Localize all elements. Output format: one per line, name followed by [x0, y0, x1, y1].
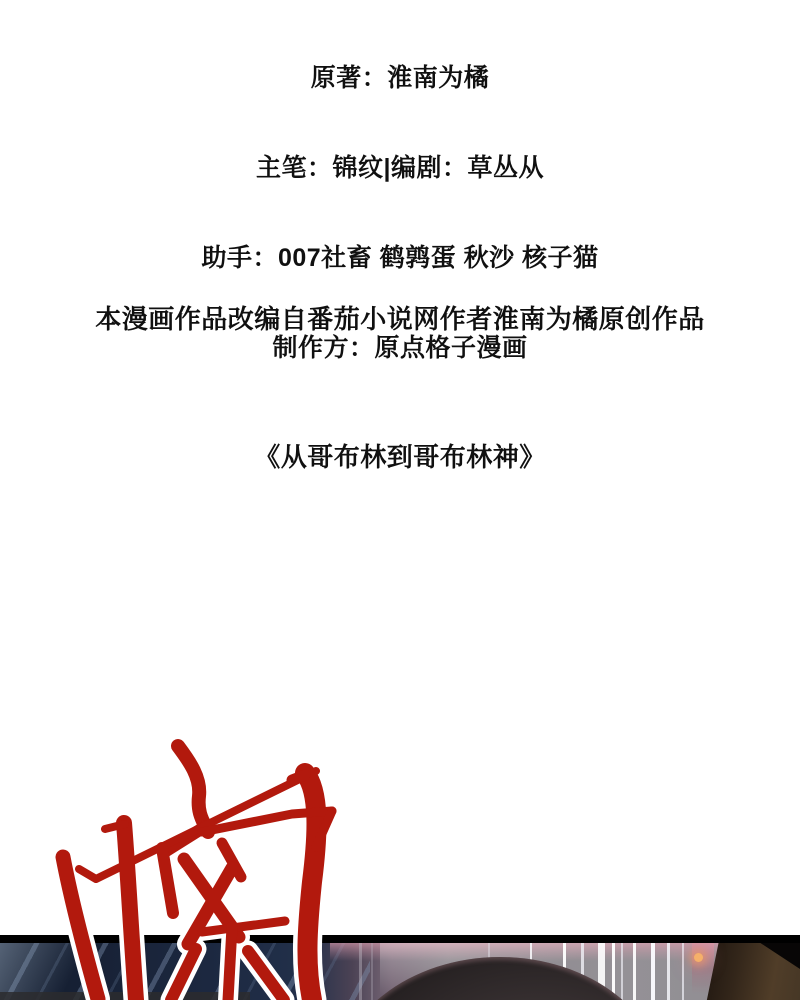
adaptation-title-line: 《从哥布林到哥布林神》: [254, 442, 546, 472]
faint-streaks: [355, 943, 385, 1000]
comic-panel-art: [0, 943, 800, 1000]
credit-assistants: 助手：007社畜 鹤鹑蛋 秋沙 核子猫: [201, 244, 599, 272]
ember-glow-dot: [694, 953, 703, 962]
adaptation-note: [0, 204, 800, 572]
adaptation-source-line: 本漫画作品改编自番茄小说网作者淮南为橘原创作品: [95, 304, 705, 334]
credit-artist-writer: 主笔：锦纹|编剧：草丛从: [256, 154, 544, 182]
credit-producer: 制作方：原点格子漫画: [272, 334, 528, 362]
comic-panel: [0, 935, 800, 1000]
credit-original-author: 原著：淮南为橘: [310, 64, 490, 92]
bottom-shadow-strip: [0, 992, 250, 1000]
